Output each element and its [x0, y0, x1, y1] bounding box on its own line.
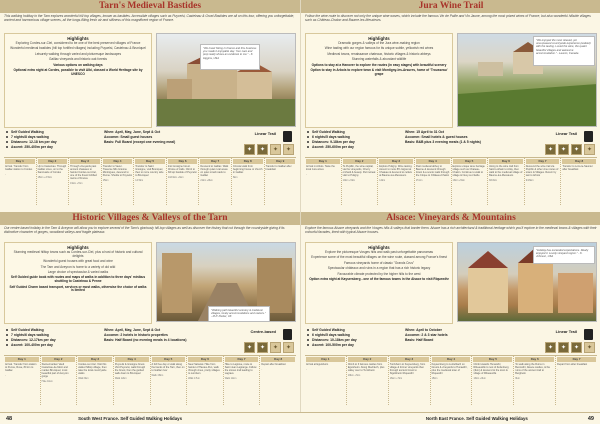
day-description: Explore unique wine heritage village such as Chateau-Chalon. Continue to walk to village & Nevy-sur-Seille: [452, 165, 485, 177]
itinerary-table: [305, 355, 597, 405]
day-description: Transfer to Saint Grésigne, visit Bruniquel, then to more country side to Bruniquel: [135, 165, 164, 177]
info-item: Basis: Half Board: [405, 338, 434, 342]
highlight-item: Optional extra night at Cordes, possible to visit Albi, classed a World Heritage site by UNESCO: [13, 67, 143, 76]
trail-type: Linear Trail: [254, 131, 276, 136]
highlight-item: Leisurely walking through varied and picturesque landscapes: [34, 51, 122, 56]
day-description: Up to Castelnau. Through Gaillac vines, on to the Sanctuaire of Cordes: [37, 165, 67, 174]
day-label: Day 8: [562, 159, 596, 164]
highlight-item: Stunning waterfalls & abundant wildlife: [351, 57, 407, 62]
highlight-item: Large choice of spectacular & varied walks: [47, 269, 109, 274]
jura-wine-section: [301, 0, 600, 212]
day-description: Arrival. Transfer from station to Penne, Ruse, 80 km to Gaillac: [5, 363, 37, 372]
day-distance: 14.5km: [135, 179, 144, 182]
right-footer: [300, 412, 600, 424]
highlight-item: The Tarn and Aveyron is home to a variety of old wild: [40, 264, 116, 269]
testimonial-quote: "We enjoyed the most relaxed, yet unsurpassed countryside experience (walked) with the tasting. Loved the wine, the quaint beautiful villages and awesome accommodation." - Lauren, Canada: [533, 36, 595, 66]
fact-item: Self Guided Walking: [6, 328, 106, 333]
day-distance: Walk 15km: [151, 374, 164, 377]
day-label: Day 1: [306, 159, 340, 164]
fact-item: Distances: 12-18 km per day: [6, 140, 106, 145]
day-label: Day 4: [103, 159, 133, 164]
day-label: Day 5: [135, 159, 165, 164]
day-label: Day 1: [5, 159, 35, 164]
day-distance: 19km +7km: [70, 182, 83, 185]
day-distance: -: [306, 368, 307, 371]
tarn-bastides-section: [0, 0, 300, 212]
highlight-item: Gaillac vineyards and historic oak forests: [49, 57, 107, 62]
day-distance: 21km +8km: [200, 179, 213, 182]
itinerary-day: [431, 356, 473, 405]
day-description: Turckheim to Kaysersberg, from village & former vineyards then through ancient forest to Sigolsheim Riquewihr: [389, 363, 426, 375]
trail-type: Linear Trail: [555, 329, 577, 334]
trail-type: Linear Trail: [555, 131, 577, 136]
day-label: Day 5: [453, 159, 487, 164]
day-description: Depart from after breakfast: [557, 363, 588, 366]
day-distance: -: [5, 173, 6, 176]
highlight-item: Options to stay at a Hanover to explore the routes (in easy stages) with beautiful scenery: [311, 62, 447, 67]
day-description: To walk along the Ruins in Bennwihr, Alsace castles, & the ruins of the ancient trail to Bergheim: [515, 363, 551, 375]
fact-item: Self Guided Walking: [6, 130, 106, 135]
day-description: Near Salvetat. Hike from hamlet of Hautes-Pen, walk through vines, pretty villages to Lombers: [188, 363, 220, 375]
day-label: Day 9: [266, 159, 296, 164]
right-page: [300, 0, 600, 424]
footer-text: North East France. Self Guided Walking Holidays: [425, 416, 528, 421]
boot-icon: ✦: [558, 342, 569, 353]
difficulty-icons: [545, 342, 595, 353]
itinerary-day: [488, 158, 525, 205]
info-item: Basis: B&B plus 3 evening meals (1 & 5 nights): [405, 140, 481, 144]
day-label: Day 7: [526, 159, 560, 164]
day-distance: 15km +3.5km: [37, 176, 52, 179]
fact-item: Ascent: 250-600m per day: [307, 145, 407, 150]
fact-item: 6 nights/5 days walking: [307, 333, 407, 338]
tour-info: [405, 130, 515, 145]
boot-icon: ✦: [584, 144, 595, 155]
day-distance: 10km +5km: [342, 179, 356, 182]
day-label: Day 8: [233, 159, 263, 164]
boot-icon: ✦: [571, 342, 582, 353]
fact-item: Ascent: 100-500m per day: [307, 343, 407, 348]
itinerary-day: [305, 158, 342, 205]
day-label: Day 3: [390, 357, 429, 362]
walk-facts: [6, 328, 106, 348]
boot-icon: ✦: [283, 144, 294, 155]
itinerary-day: [305, 356, 347, 405]
boot-icon: ✦: [558, 144, 569, 155]
day-description: Puycelsi & Grésigne forest. Visit Puycelsi, walk through the forest, then the guided walk down to Bruniquel: [114, 363, 146, 375]
day-label: Day 6: [168, 159, 198, 164]
day-distance: -: [261, 368, 263, 371]
fact-item: Ascent: 100-400m per day: [6, 343, 106, 348]
day-label: Day 7: [557, 357, 596, 362]
highlights-title: Highlights: [67, 36, 89, 41]
fact-item: Self Guided Walking: [307, 130, 407, 135]
highlight-item: Wonderful guest houses with great food and wine: [43, 259, 113, 264]
highlights-box: [4, 242, 152, 324]
highlight-item: Exploring Cordes-sur-Ciel, considered to be one of the best preserved villages of France: [15, 41, 141, 45]
itinerary-day: [37, 158, 70, 205]
itinerary-day: [561, 158, 597, 205]
highlight-item: Self Guided Charm based transport, services or most walks, otherwise the choice of walks is limited: [9, 284, 147, 293]
section-intro: This walking holiday in the Tarn explores wonderful hill top villages, known as bastides. Accessible villages such as Puycelsi, Castelnau & Gruel-Bastides are all on this tour, offering you unforgettable, ancient and harmonious village scenes, all the lungs-filling fresh air and stillness of this magnificent region of France.: [4, 14, 295, 23]
testimonial-quote: "Walking path beautiful scenery & medieval villages, lovely accommodations and owners." - M.P. Parker, UK: [208, 306, 270, 322]
day-distance: -: [5, 374, 6, 377]
section-title: Jura Wine Trail: [301, 0, 600, 13]
fact-item: 7 nights/6 days walking: [6, 333, 106, 338]
itinerary-day: [114, 356, 151, 405]
day-description: Cordes-sur-Ciel. Visit this walled hilltop village, then take the local countryside walks: [78, 363, 107, 375]
day-label: Day 2: [348, 357, 387, 362]
day-description: A full free day or walk along the banks of the Tarn, then on to Gaillac river: [151, 363, 185, 372]
fact-item: Ascent: 250-400m per day: [6, 145, 106, 150]
boot-icon: ✦: [244, 342, 255, 353]
day-distance: 15km: [102, 179, 109, 182]
historic-villages-section: [0, 212, 300, 412]
day-distance: 15km: [431, 377, 438, 380]
day-description: To Pupillin, the wine capital, via the vineyards, Cherry orchard & beauty. Part retreat visit to Poligny: [342, 165, 376, 177]
day-description: Along to the wine trail from Saint-Lothain to Arlay, then walk to the medieval village of Baume-les-Messieurs: [489, 165, 523, 177]
testimonial-quote: "Holiday has exceeded expectations. Really enjoyed it. Lovely vineyard region." - K. Johnson, USA: [533, 246, 595, 264]
section-title: Alsace: Vineyards & Mountains: [301, 212, 600, 225]
itinerary-day: [472, 356, 514, 405]
walk-facts: [307, 130, 407, 150]
day-distance: 8km: [232, 176, 238, 179]
section-title: Tarn's Medieval Bastides: [0, 0, 300, 13]
day-label: Day 4: [115, 357, 149, 362]
difficulty-icons: [244, 342, 294, 353]
day-distance: 16km +7km: [389, 377, 403, 380]
highlight-item: Famous vineyards home of classic "Grands Crus": [343, 260, 415, 265]
day-distance: -: [306, 173, 307, 176]
highlight-item: Self Guided guide book with routes and maps of walks in addition to three days' minibus shuttling to Castelnau & Penne: [10, 275, 146, 284]
page-number: 49: [587, 416, 594, 422]
highlights-box: [305, 242, 453, 324]
highlight-item: Wine tasting with our region famous for its unique subtle, yellowish red wines: [324, 46, 434, 51]
boot-icon: ✦: [545, 144, 556, 155]
day-label: Day 1: [306, 357, 345, 362]
itinerary-day: [151, 356, 188, 405]
day-label: Day 6: [188, 357, 222, 362]
day-description: Arrival in Arbois. Taste the local Jura wines: [306, 165, 335, 171]
boot-icon: ✦: [244, 144, 255, 155]
fact-item: Distances: 10-18km per day: [307, 338, 407, 343]
day-description: Depart after breakfast: [261, 363, 286, 366]
boot-icon: ✦: [584, 342, 595, 353]
info-item: When: April to October: [405, 328, 442, 332]
highlights-title: Highlights: [368, 245, 390, 250]
highlight-item: Experience some of the most beautiful villages on the wine route, classed among France's finest: [311, 255, 447, 260]
highlights-box: [305, 33, 453, 128]
info-item: Accomm: Small hotels & guest houses: [405, 135, 468, 139]
boot-icon: ✦: [270, 144, 281, 155]
fact-item: Distances: 9-18km per day: [307, 140, 407, 145]
info-item: Basis: Half Board (no evening meals in 4 locations): [104, 338, 187, 342]
footer-text: South West France. Self Guided Walking Holidays: [78, 416, 183, 421]
day-distance: 13km +6km: [473, 377, 486, 380]
highlight-item: Dramatic gorges & valleys of the Jura wine-making region: [338, 41, 420, 45]
itinerary-table: [305, 157, 597, 205]
boot-icon: ✦: [571, 144, 582, 155]
itinerary-table: [4, 355, 296, 405]
itinerary-day: [260, 356, 296, 405]
tour-info: [104, 130, 214, 145]
day-description: Into Grésigne forest. Choice of trails. Climb to hill top bastide of Puycelsi: [167, 165, 197, 174]
itinerary-day: [4, 158, 37, 205]
day-description: Explore Poligny. Wine tasting. Ascent to more 8% Gigout at Chateau & descend to cellars at Baume-les-Messieurs: [379, 165, 413, 177]
section-intro: Our centre based holiday in the Tarn & Aveyron will allow you to explore several of the Tarn's gloriously hill-top villages as well as discover the history that cut through the countryside giving it its distinctive character of gorges, woodland valleys and fragile plateaux.: [4, 226, 285, 235]
boot-icon: ✦: [545, 342, 556, 353]
highlight-item: Explore the picturesque Vosges hills and walk past unforgettable panoramas: [325, 250, 433, 254]
day-description: Descend to Gaillac. Walk through quiet rural areas on quiet small roads to Gaillac: [200, 165, 229, 177]
itinerary-day: [187, 356, 224, 405]
day-distance: 14km: [379, 179, 386, 182]
itinerary-day: [452, 158, 489, 205]
trail-type: Centre-based: [250, 329, 276, 334]
day-label: Day 6: [515, 357, 554, 362]
left-footer: [0, 412, 300, 424]
walk-facts: [6, 130, 106, 150]
itinerary-day: [232, 158, 265, 205]
highlights-box: [4, 33, 152, 128]
itinerary-day: [77, 356, 114, 405]
alsace-section: [301, 212, 600, 412]
tour-info: [405, 328, 515, 343]
day-distance: 15 km: [415, 179, 423, 182]
day-distance: -: [557, 368, 558, 371]
day-distance: -: [562, 173, 564, 176]
itinerary-day: [199, 158, 232, 205]
info-item: Accomm: 2 hotels in historic properties: [104, 333, 168, 337]
highlight-item: Medieval towns, renaissance chateaux, historic villages & historic abbeys: [327, 51, 431, 56]
day-description: Transfer to Gaillac after breakfast: [265, 165, 292, 171]
day-label: Day 4: [432, 357, 471, 362]
day-description: Circular walk from beginning house or church in Gaillac: [232, 165, 263, 174]
itinerary-day: [41, 356, 78, 405]
day-distance: Walk 9km: [78, 377, 89, 380]
highlights-title: Highlights: [368, 36, 390, 41]
itinerary-day: [167, 158, 200, 205]
day-label: Day 5: [152, 357, 186, 362]
day-label: Day 7: [200, 159, 230, 164]
walker-icon: [584, 329, 593, 340]
day-distance: -: [265, 173, 267, 176]
highlight-item: Favourable climate protected by the higher hills to the west: [337, 271, 421, 276]
day-label: Day 7: [225, 357, 259, 362]
day-distance: 13km +5km: [452, 179, 465, 182]
itinerary-day: [224, 356, 261, 405]
info-item: Accomm: 2 & 3 star hotels: [405, 333, 448, 337]
fact-item: Distances: 12-17km per day: [6, 338, 106, 343]
day-label: Day 2: [38, 159, 68, 164]
highlight-item: Various options on walking days: [53, 62, 103, 67]
walk-facts: [307, 328, 407, 348]
day-description: Descend the wine trail via Pupillin & other vine routes of towns & Villages. Return by taxi to Arbois: [525, 165, 559, 177]
walker-icon: [283, 329, 292, 340]
day-description: Through vineyards past ancient chateaux to hamlet Cordes-sur-Ciel, one of the finest fortified towns of France: [70, 165, 97, 180]
walker-icon: [584, 131, 593, 142]
info-item: Basis: Full Board (except one evening meal): [104, 140, 176, 144]
day-label: Day 3: [379, 159, 413, 164]
difficulty-icons: [244, 144, 294, 155]
boot-icon: ✦: [283, 342, 294, 353]
day-distance: 9/16km: [525, 179, 534, 182]
day-description: Climb to 3 famous castles from Eguisheim. Along Diedrlech, plus valley over to Turckheim: [347, 363, 385, 372]
info-item: Accomm: Small guest houses: [104, 135, 153, 139]
day-description: Arrival. Transfer from Gaillac station to Cordes: [5, 165, 33, 171]
itinerary-day: [556, 356, 597, 405]
day-description: Transfer to Lons-le-Saunier after breakfast: [562, 165, 593, 171]
left-page: [0, 0, 300, 424]
section-intro: Explore the famous Alsace vineyards and the Vosges hills & valleys that border them. Alsace has a rich architectural & traditional heritage which you'll explore in the medieval towns & villages with their colourful facades, lined with typical Alsace houses.: [305, 226, 597, 235]
day-description: Past medieval abbey to Baume & descend through forest & a scenic walk through the Cirque to Château-Chalon: [415, 165, 450, 177]
day-description: Hike to Lagrave, route to Saint Jean Lagrange. Follow the stones trail leading to Lagrave: [224, 363, 257, 375]
highlight-item: Option extra night at Kaysersberg - one of the famous towns in the Alsace to visit Riquewihr: [309, 276, 449, 281]
highlight-item: Option to stay in Arbois to explore town & visit Montigny-les-Arsures, home of 'Trousseau' grape: [310, 67, 448, 76]
day-description: Steinermarken Vault Castelnau-de-Mont and market Bruniquel, most beautiful part of Aveyron gorge: [41, 363, 69, 378]
section-intro: Follow the wine route to discover not only the unique wine waves, which include the famous Vin de Paille and Vin Jaune, among the most prized wines of France, but also wonderful hillside villages such as Château-Chalon and Baume-les-Messieurs.: [305, 14, 591, 23]
day-label: Day 8: [261, 357, 295, 362]
itinerary-day: [389, 356, 431, 405]
day-description: Climb towards Hunawihr, Ribeauvillé to rest of Zellenberg (4km) & descend to the town & village of Ribeauvillé: [473, 363, 509, 375]
day-distance: Walk 12km: [114, 377, 127, 380]
day-distance: Walk 17km: [188, 377, 200, 380]
boot-icon: ✦: [257, 342, 268, 353]
itinerary-table: [4, 157, 296, 205]
itinerary-day: [415, 158, 452, 205]
day-label: Day 2: [343, 159, 377, 164]
day-description: Kaysersberg to Lutzelbach on forests & vineyards to Hunawihr, plus the medieval town of Riquewihr: [431, 363, 468, 375]
info-item: When: April, May, June, Sept & Oct: [104, 130, 161, 134]
itinerary-day: [525, 158, 562, 205]
day-label: Day 4: [416, 159, 450, 164]
itinerary-day: [69, 158, 102, 205]
highlight-item: Stunning medieval hilltop towns such as Cordes-sur-Ciel, plus a host of historic and cultural delights: [13, 250, 143, 258]
fact-item: 6 nights/5 days walking: [307, 135, 407, 140]
boot-icon: ✦: [257, 144, 268, 155]
day-label: Day 5: [473, 357, 512, 362]
itinerary-day: [134, 158, 167, 205]
testimonial-quote: "We loved hiking in France and this business you made it enjoyable day. Your care and prep really shows an evidence to me." - K. Higgins, USA: [200, 44, 260, 70]
day-label: Day 3: [70, 159, 100, 164]
highlight-item: Wonderful medieval bastides (hill top fortified villages) including Puycelsi, Castelnau & Bruniquel: [10, 46, 146, 51]
day-distance: 8/16km: [489, 179, 497, 182]
walker-icon: [283, 131, 292, 142]
day-label: Day 3: [78, 357, 112, 362]
section-title: Historic Villages & Valleys of the Tarn: [0, 212, 300, 225]
difficulty-icons: [545, 144, 595, 155]
day-distance: Walk 11km: [224, 377, 237, 380]
day-distance: Hike 11km: [41, 380, 53, 383]
highlight-item: Spectacular châteaux and ruins in a region that has a rich historic legacy: [327, 266, 431, 271]
day-label: Day 2: [42, 357, 76, 362]
page-number: 48: [6, 416, 13, 422]
itinerary-day: [347, 356, 389, 405]
day-label: Day 6: [489, 159, 523, 164]
highlights-title: Highlights: [67, 245, 89, 250]
info-item: When: 15 April to 31 Oct: [405, 130, 445, 134]
day-distance: 9km: [515, 377, 520, 380]
itinerary-day: [265, 158, 297, 205]
itinerary-day: [514, 356, 556, 405]
itinerary-day: [378, 158, 415, 205]
itinerary-day: [4, 356, 41, 405]
day-label: Day 1: [5, 357, 39, 362]
day-distance: 18km +7km: [347, 374, 361, 377]
fact-item: Self Guided Walking: [307, 328, 407, 333]
tour-info: [104, 328, 214, 343]
boot-icon: ✦: [270, 342, 281, 353]
itinerary-day: [342, 158, 379, 205]
day-distance: 14/19km +3km: [167, 176, 184, 179]
itinerary-day: [102, 158, 135, 205]
fact-item: 7 nights/8 days walking: [6, 135, 106, 140]
info-item: When: April, May, June, Sept & Oct: [104, 328, 161, 332]
day-description: Transfer to Vaour. Traverse hills Grésine Montrigues, descend to Penne. Shuttle to Puycelsi: [102, 165, 132, 177]
day-description: Arrival at Eguisheim: [306, 363, 329, 366]
